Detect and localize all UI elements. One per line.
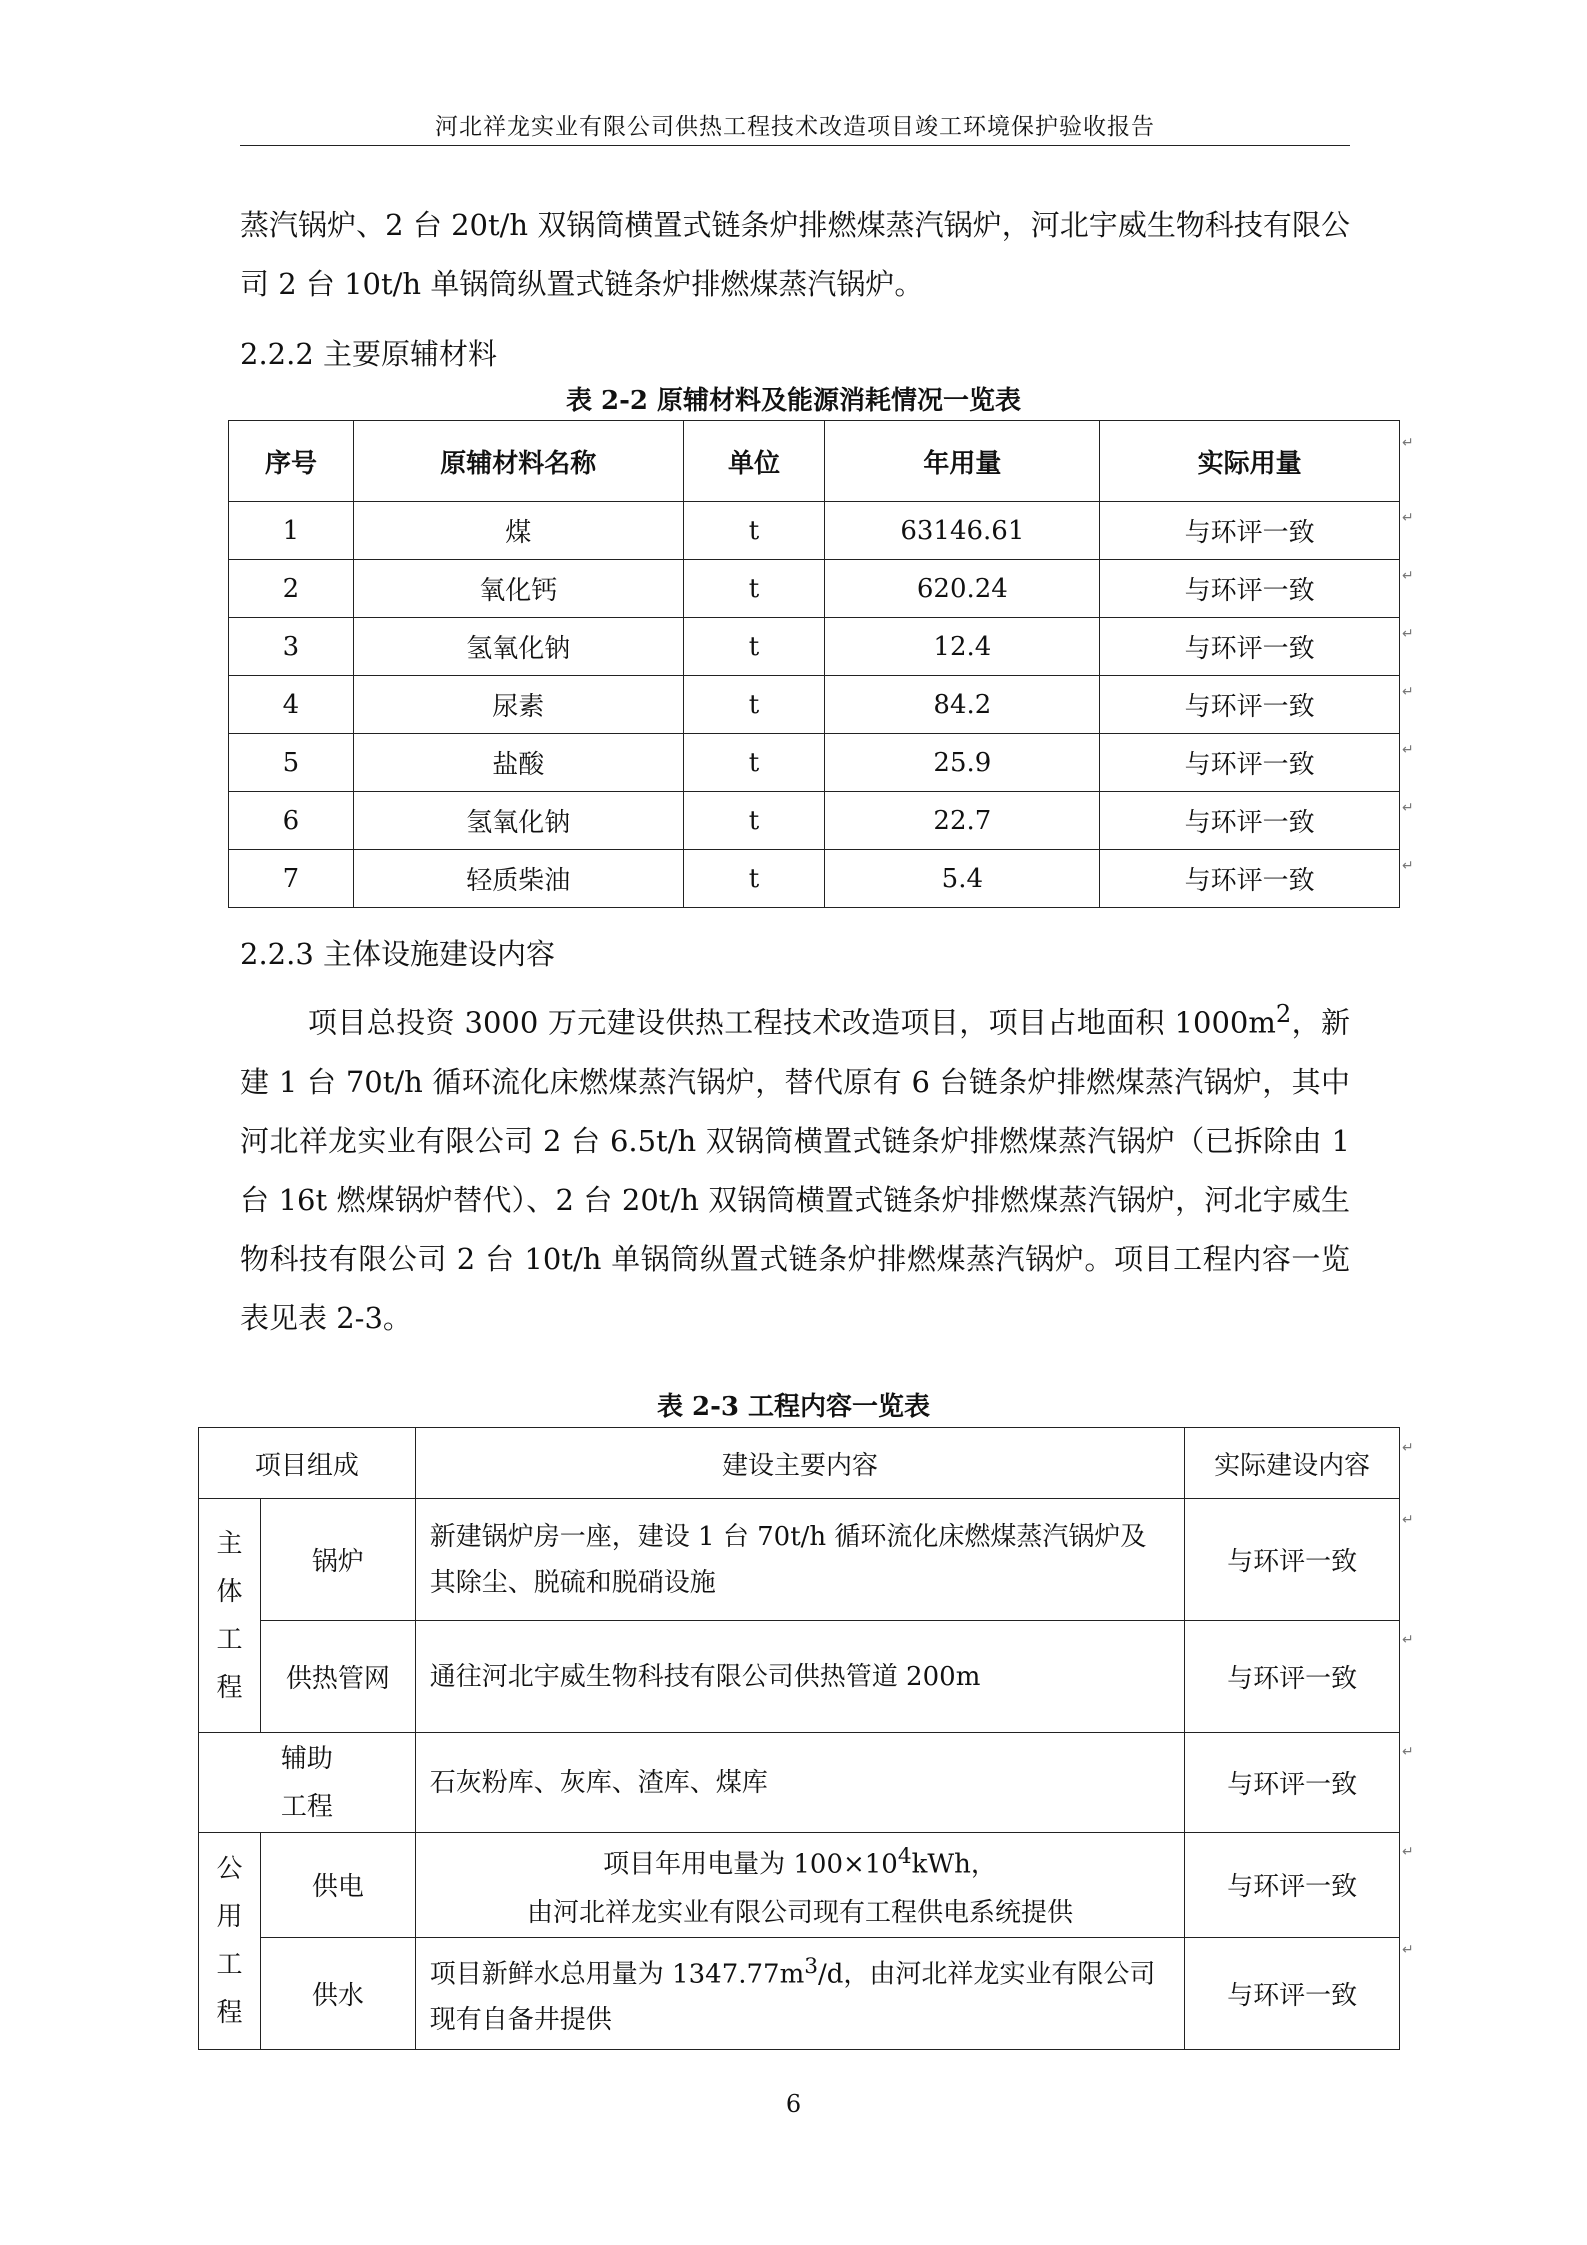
cell-actual: 与环评一致 — [1100, 792, 1400, 850]
paragraph-mark-icon: ↵ — [1402, 1942, 1414, 1958]
table-row — [199, 1621, 1400, 1733]
table-header-row — [199, 1428, 1400, 1499]
paragraph-mark-icon: ↵ — [1402, 510, 1414, 526]
table-row — [199, 1937, 1400, 2050]
cell-annual: 620.24 — [825, 560, 1100, 618]
text-part: 项目年用电量为 100×10 — [603, 1849, 898, 1880]
header-actual-content: 实际建设内容 — [1185, 1428, 1400, 1499]
cell-unit: t — [683, 502, 825, 560]
superscript: 2 — [1275, 1000, 1292, 1028]
table-row — [229, 618, 1400, 676]
table-row — [229, 502, 1400, 560]
cell-annual: 63146.61 — [825, 502, 1100, 560]
header-material-name: 原辅材料名称 — [353, 421, 683, 502]
cell-actual: 与环评一致 — [1100, 502, 1400, 560]
boiler-actual: 与环评一致 — [1185, 1499, 1400, 1621]
auxiliary-engineering-label — [199, 1733, 416, 1833]
paragraph-mark-icon: ↵ — [1402, 1440, 1414, 1456]
header-unit: 单位 — [683, 421, 825, 502]
label-line: 工程 — [280, 1791, 333, 1822]
table-2-2-caption: 表 2-2 原辅材料及能源消耗情况一览表 — [565, 386, 1022, 416]
paragraph-mark-icon: ↵ — [1402, 435, 1414, 451]
page-number: 6 — [785, 2090, 802, 2118]
auxiliary-actual: 与环评一致 — [1185, 1733, 1400, 1833]
paragraph-mark-icon: ↵ — [1402, 626, 1414, 642]
intro-paragraph: 蒸汽锅炉、2 台 20t/h 双锅筒横置式链条炉排燃煤蒸汽锅炉，河北宇威生物科技有限公司 2 台 10t/h 单锅筒纵置式链条炉排燃煤蒸汽锅炉。 — [240, 208, 1350, 301]
vertical-label: 主体工程 — [216, 1528, 243, 1703]
cell-seq: 4 — [229, 676, 354, 734]
table-row — [229, 676, 1400, 734]
cell-actual: 与环评一致 — [1100, 734, 1400, 792]
cell-annual: 22.7 — [825, 792, 1100, 850]
materials-table — [228, 420, 1400, 908]
cell-material: 氢氧化钠 — [353, 618, 683, 676]
water-supply-content — [415, 1937, 1184, 2050]
public-engineering-label — [199, 1833, 261, 2050]
cell-seq: 6 — [229, 792, 354, 850]
superscript: 4 — [897, 1844, 912, 1869]
paragraph-mark-icon: ↵ — [1402, 1512, 1414, 1528]
table-2-3-caption: 表 2-3 工程内容一览表 — [656, 1392, 931, 1422]
power-supply-label: 供电 — [260, 1833, 415, 1938]
para-text-part: 项目总投资 3000 万元建设供热工程技术改造项目，项目占地面积 1000m — [308, 1005, 1276, 1040]
cell-seq: 2 — [229, 560, 354, 618]
content-line — [416, 1833, 1184, 1889]
main-engineering-label — [199, 1499, 261, 1733]
cell-material: 氧化钙 — [353, 560, 683, 618]
cell-unit: t — [683, 792, 825, 850]
cell-material: 煤 — [353, 502, 683, 560]
cell-actual: 与环评一致 — [1100, 850, 1400, 908]
section-heading-2-2-3: 2.2.3 主体设施建设内容 — [240, 937, 556, 971]
table-row — [199, 1833, 1400, 1938]
cell-annual: 25.9 — [825, 734, 1100, 792]
water-supply-label: 供水 — [260, 1937, 415, 2050]
engineering-content-table — [198, 1427, 1400, 2050]
paragraph-mark-icon: ↵ — [1402, 800, 1414, 816]
cell-unit: t — [683, 850, 825, 908]
paragraph-mark-icon: ↵ — [1402, 1632, 1414, 1648]
cell-material: 轻质柴油 — [353, 850, 683, 908]
page-header: 河北祥龙实业有限公司供热工程技术改造项目竣工环境保护验收报告 — [435, 114, 1155, 140]
cell-material: 盐酸 — [353, 734, 683, 792]
pipe-network-content: 通往河北宇威生物科技有限公司供热管道 200m — [415, 1621, 1184, 1733]
section-heading-2-2-2: 2.2.2 主要原辅材料 — [240, 337, 498, 371]
cell-unit: t — [683, 734, 825, 792]
label-line: 辅助 — [280, 1743, 333, 1774]
power-supply-actual: 与环评一致 — [1185, 1833, 1400, 1938]
header-divider — [240, 145, 1350, 146]
cell-annual: 5.4 — [825, 850, 1100, 908]
table-row — [229, 792, 1400, 850]
cell-seq: 5 — [229, 734, 354, 792]
vertical-label: 公用工程 — [216, 1854, 243, 2029]
auxiliary-content: 石灰粉库、灰库、渣库、煤库 — [415, 1733, 1184, 1833]
boiler-content: 新建锅炉房一座，建设 1 台 70t/h 循环流化床燃煤蒸汽锅炉及其除尘、脱硫和脱硝设施 — [415, 1499, 1184, 1621]
header-annual-usage: 年用量 — [825, 421, 1100, 502]
cell-seq: 1 — [229, 502, 354, 560]
paragraph-mark-icon: ↵ — [1402, 858, 1414, 874]
power-supply-content — [415, 1833, 1184, 1938]
cell-actual: 与环评一致 — [1100, 560, 1400, 618]
table-row — [229, 734, 1400, 792]
cell-annual: 84.2 — [825, 676, 1100, 734]
paragraph-mark-icon: ↵ — [1402, 1844, 1414, 1860]
section-2-2-3-paragraph — [240, 985, 1350, 1348]
text-part: 项目新鲜水总用量为 1347.77m — [429, 1959, 805, 1990]
table-row — [199, 1499, 1400, 1621]
table-header-row — [229, 421, 1400, 502]
cell-material: 氢氧化钠 — [353, 792, 683, 850]
header-project-composition: 项目组成 — [199, 1428, 416, 1499]
cell-unit: t — [683, 560, 825, 618]
paragraph-mark-icon: ↵ — [1402, 568, 1414, 584]
table-row — [229, 560, 1400, 618]
content-line: 由河北祥龙实业有限公司现有工程供电系统提供 — [526, 1897, 1073, 1928]
water-supply-actual: 与环评一致 — [1185, 1937, 1400, 2050]
header-main-content: 建设主要内容 — [415, 1428, 1184, 1499]
cell-unit: t — [683, 676, 825, 734]
pipe-network-label: 供热管网 — [260, 1621, 415, 1733]
header-actual-usage: 实际用量 — [1100, 421, 1400, 502]
cell-actual: 与环评一致 — [1100, 676, 1400, 734]
text-part: /d，由河北祥龙实业有限公司现有自备井提供 — [429, 1959, 1156, 2036]
table-row — [199, 1733, 1400, 1833]
cell-unit: t — [683, 618, 825, 676]
cell-actual: 与环评一致 — [1100, 618, 1400, 676]
header-seq: 序号 — [229, 421, 354, 502]
cell-seq: 7 — [229, 850, 354, 908]
boiler-label: 锅炉 — [260, 1499, 415, 1621]
cell-seq: 3 — [229, 618, 354, 676]
cell-material: 尿素 — [353, 676, 683, 734]
cell-annual: 12.4 — [825, 618, 1100, 676]
paragraph-mark-icon: ↵ — [1402, 684, 1414, 700]
text-part: kWh， — [911, 1849, 997, 1880]
para-text-part: ，新建 1 台 70t/h 循环流化床燃煤蒸汽锅炉，替代原有 6 台链条炉排燃煤蒸汽锅炉，其中河北祥龙实业有限公司 2 台 6.5t/h 双锅筒横置式链条炉排燃煤蒸汽锅炉（已拆除由 1 台 16t 燃煤锅炉替代）、2 台 20t/h 双锅筒横置式链条炉排燃煤蒸汽锅炉，河北宇威生物科技有限公司 2 台 10t/h 单锅筒纵置式链条炉排燃煤蒸汽锅炉。项目工程内容一览表见表 2-3。 — [240, 1005, 1350, 1335]
superscript: 3 — [804, 1953, 819, 1979]
pipe-network-actual: 与环评一致 — [1185, 1621, 1400, 1733]
paragraph-mark-icon: ↵ — [1402, 742, 1414, 758]
table-row — [229, 850, 1400, 908]
paragraph-mark-icon: ↵ — [1402, 1744, 1414, 1760]
